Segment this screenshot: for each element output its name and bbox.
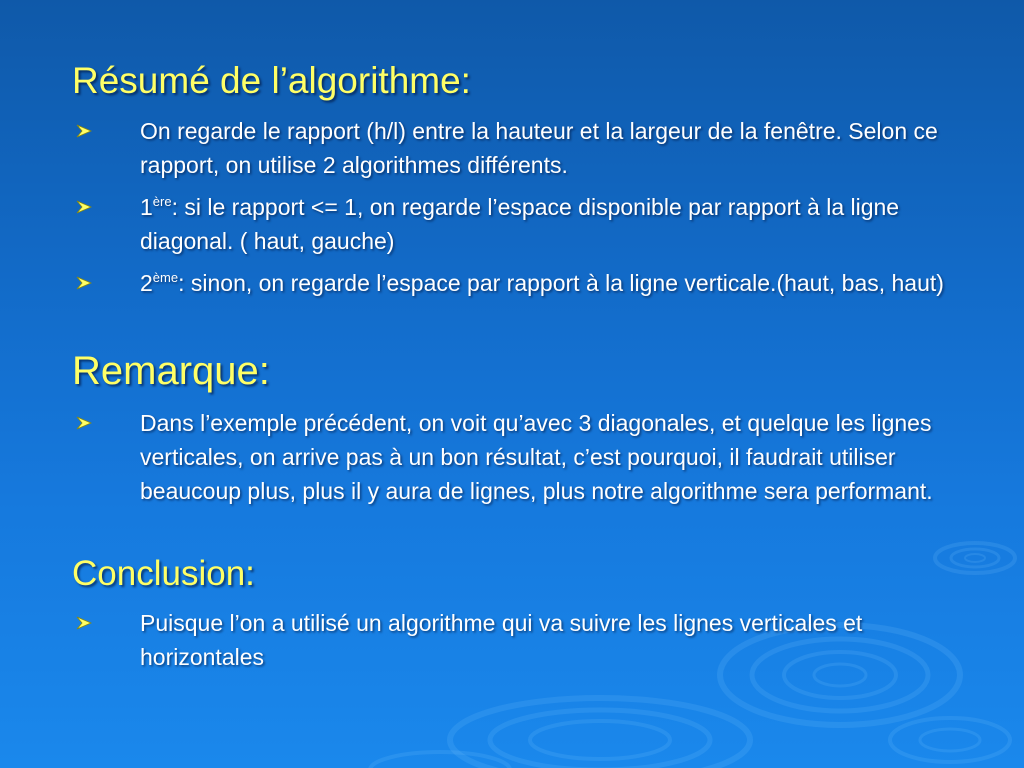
arrowhead-bullet-icon xyxy=(76,276,92,290)
ordinal-number: 2 xyxy=(140,270,153,296)
ordinal-suffix: ère xyxy=(152,194,172,209)
section-heading-conclusion: Conclusion: xyxy=(72,554,255,593)
arrowhead-bullet-icon xyxy=(76,616,92,630)
section-heading-remarque: Remarque: xyxy=(72,349,270,393)
bullet-text-premier-algorithme xyxy=(140,190,990,258)
bullet-text-conclusion: Puisque l’on a utilisé un algorithme qui va suivre les lignes verticales et horizontales xyxy=(140,610,863,670)
bullet-body: : sinon, on regarde l’espace par rapport à la ligne verticale.(haut, bas, haut) xyxy=(178,270,944,296)
arrowhead-bullet-icon xyxy=(76,416,92,430)
bullet-text-remarque: Dans l’exemple précédent, on voit qu’avec 3 diagonales, et quelque les lignes verticales, on arrive pas à un bon résultat, c’est pourquoi, il faudrait utiliser beaucoup plus, plus il y aura de lignes, plus notre algorithme sera performant. xyxy=(140,410,933,504)
ordinal-number: 1 xyxy=(140,194,153,220)
ordinal-suffix: ème xyxy=(152,270,179,285)
arrowhead-bullet-icon xyxy=(76,124,92,138)
arrowhead-bullet-icon xyxy=(76,200,92,214)
section-heading-resume: Résumé de l’algorithme: xyxy=(72,60,471,101)
bullet-text-rapport: On regarde le rapport (h/l) entre la hauteur et la largeur de la fenêtre. Selon ce rapport, on utilise 2 algorithmes différents. xyxy=(140,118,938,178)
bullet-text-second-algorithme xyxy=(140,266,990,300)
bullet-body: : si le rapport <= 1, on regarde l’espace disponible par rapport à la ligne diagonal. ( haut, gauche) xyxy=(140,194,900,254)
